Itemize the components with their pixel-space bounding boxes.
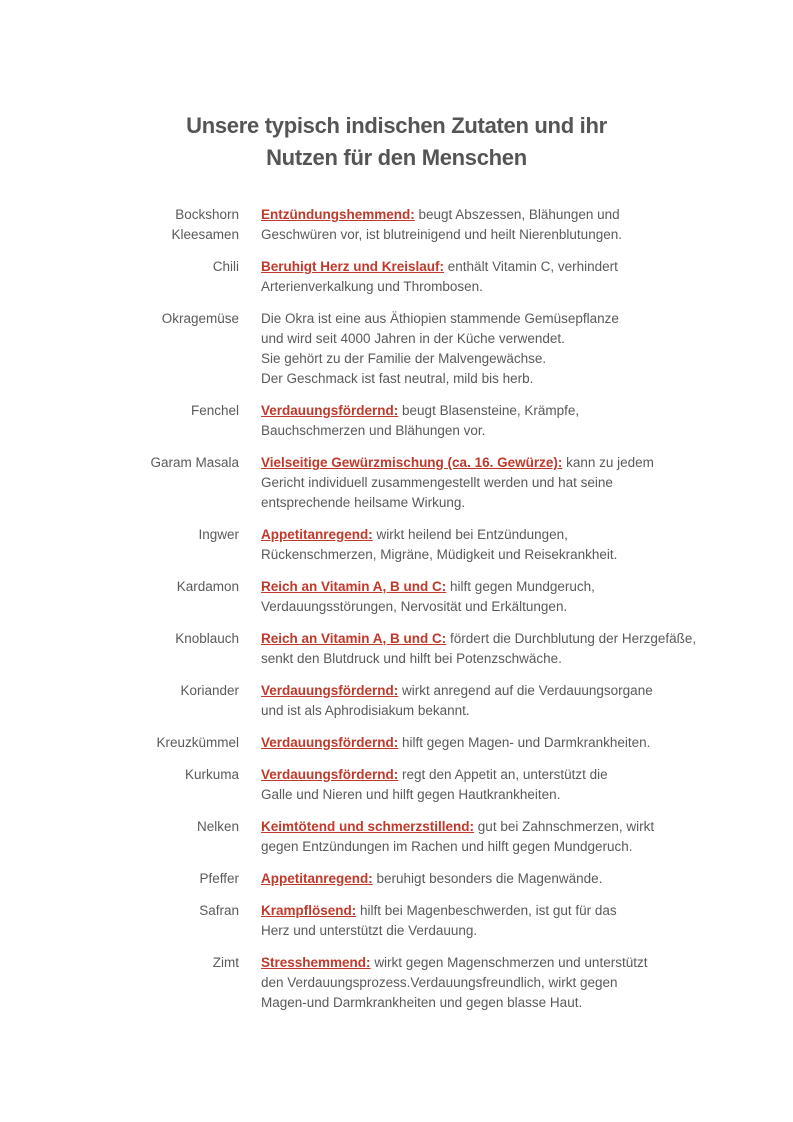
description-text: gut bei Zahnschmerzen, wirkt: [477, 819, 655, 834]
description-line: [261, 257, 731, 277]
ingredient-row: [0, 205, 793, 245]
ingredient-name-line: Kardamon: [176, 579, 239, 594]
description-line: [261, 545, 731, 565]
ingredient-row: [0, 257, 793, 297]
description-line: [261, 329, 731, 349]
ingredient-name: [0, 901, 239, 921]
ingredient-name-line: Nelken: [196, 819, 239, 834]
benefit-keyword: Krampflösend:: [261, 903, 357, 918]
ingredient-name-line: Okragemüse: [161, 311, 239, 326]
benefit-keyword: Entzündungshemmend:: [261, 207, 415, 222]
ingredient-name-line: Garam Masala: [150, 455, 239, 470]
ingredient-row: [0, 453, 793, 513]
ingredient-description: [261, 629, 731, 669]
benefit-keyword: Verdauungsfördernd:: [261, 683, 399, 698]
benefit-keyword: Verdauungsfördernd:: [261, 767, 399, 782]
ingredient-name-line: Safran: [199, 903, 239, 918]
ingredient-row: [0, 401, 793, 441]
description-text: enthält Vitamin C, verhindert: [447, 259, 618, 274]
ingredient-name: [0, 453, 239, 473]
description-text: Sie gehört zu der Familie der Malvengewächse.: [261, 351, 547, 366]
ingredient-description: [261, 869, 731, 889]
description-text: den Verdauungsprozess.Verdauungsfreundlich, wirkt gegen: [261, 975, 618, 990]
description-line: [261, 837, 731, 857]
description-text: hilft gegen Mundgeruch,: [450, 579, 595, 594]
description-text: beruhigt besonders die Magenwände.: [376, 871, 603, 886]
description-line: [261, 369, 731, 389]
description-line: [261, 597, 731, 617]
description-text: Die Okra ist eine aus Äthiopien stammende Gemüsepflanze: [261, 311, 619, 326]
description-line: [261, 309, 731, 329]
ingredient-name-line: Koriander: [180, 683, 239, 698]
ingredient-name: [0, 817, 239, 837]
benefit-keyword: Stresshemmend:: [261, 955, 371, 970]
description-text: wirkt heilend bei Entzündungen,: [376, 527, 568, 542]
ingredient-description: [261, 401, 731, 441]
description-text: Der Geschmack ist fast neutral, mild bis herb.: [261, 371, 534, 386]
description-text: Gericht individuell zusammengestellt werden und hat seine: [261, 475, 613, 490]
ingredient-description: [261, 681, 731, 721]
benefit-keyword: Appetitanregend:: [261, 527, 373, 542]
description-line: [261, 629, 731, 649]
ingredient-name-line: Ingwer: [198, 527, 239, 542]
ingredient-description: [261, 817, 731, 857]
ingredient-row: [0, 577, 793, 617]
description-text: Geschwüren vor, ist blutreinigend und heilt Nierenblutungen.: [261, 227, 622, 242]
ingredient-name-line: Zimt: [212, 955, 239, 970]
description-line: [261, 733, 731, 753]
description-line: [261, 401, 731, 421]
ingredient-row: [0, 309, 793, 389]
benefit-keyword: Vielseitige Gewürzmischung (ca. 16. Gewürze):: [261, 455, 563, 470]
ingredient-description: [261, 525, 731, 565]
description-text: Galle und Nieren und hilft gegen Hautkrankheiten.: [261, 787, 561, 802]
ingredient-list: [0, 205, 793, 1013]
ingredient-description: [261, 901, 731, 941]
ingredient-name: [0, 577, 239, 597]
ingredient-name-line: Kleesamen: [171, 227, 239, 242]
ingredient-name-line: Kurkuma: [184, 767, 239, 782]
ingredient-name: [0, 401, 239, 421]
benefit-keyword: Verdauungsfördernd:: [261, 403, 399, 418]
benefit-keyword: Keimtötend und schmerzstillend:: [261, 819, 475, 834]
description-line: [261, 577, 731, 597]
ingredient-description: [261, 765, 731, 805]
description-text: und wird seit 4000 Jahren in der Küche verwendet.: [261, 331, 565, 346]
ingredient-row: [0, 733, 793, 753]
ingredient-name-line: Chili: [212, 259, 239, 274]
ingredient-description: [261, 953, 731, 1013]
description-text: Rückenschmerzen, Migräne, Müdigkeit und Reisekrankheit.: [261, 547, 618, 562]
description-line: [261, 649, 731, 669]
ingredient-row: [0, 817, 793, 857]
ingredient-name: [0, 765, 239, 785]
description-text: senkt den Blutdruck und hilft bei Potenzschwäche.: [261, 651, 562, 666]
description-text: gegen Entzündungen im Rachen und hilft gegen Mundgeruch.: [261, 839, 633, 854]
benefit-keyword: Verdauungsfördernd:: [261, 735, 399, 750]
description-text: hilft bei Magenbeschwerden, ist gut für das: [360, 903, 617, 918]
description-line: [261, 277, 731, 297]
ingredient-name-line: Fenchel: [190, 403, 239, 418]
ingredient-row: [0, 901, 793, 941]
ingredient-name-line: Knoblauch: [175, 631, 239, 646]
description-line: [261, 901, 731, 921]
ingredient-name: [0, 309, 239, 329]
description-text: Arterienverkalkung und Thrombosen.: [261, 279, 483, 294]
benefit-keyword: Appetitanregend:: [261, 871, 373, 886]
description-text: und ist als Aphrodisiakum bekannt.: [261, 703, 470, 718]
ingredient-name: [0, 257, 239, 277]
description-line: [261, 525, 731, 545]
description-text: regt den Appetit an, unterstützt die: [402, 767, 608, 782]
ingredient-name-line: Pfeffer: [199, 871, 239, 886]
description-line: [261, 765, 731, 785]
ingredient-name-line: Bockshorn: [175, 207, 239, 222]
description-line: [261, 453, 731, 473]
page-title: [0, 110, 793, 174]
description-line: [261, 473, 731, 493]
ingredient-description: [261, 309, 731, 389]
ingredient-name: [0, 953, 239, 973]
ingredient-name: [0, 525, 239, 545]
description-text: Herz und unterstützt die Verdauung.: [261, 923, 478, 938]
description-text: beugt Abszessen, Blähungen und: [418, 207, 620, 222]
ingredient-name-line: Kreuzkümmel: [156, 735, 239, 750]
ingredient-row: [0, 681, 793, 721]
description-text: entsprechende heilsame Wirkung.: [261, 495, 466, 510]
description-line: [261, 921, 731, 941]
ingredient-name: [0, 681, 239, 701]
description-line: [261, 701, 731, 721]
ingredient-name: [0, 629, 239, 649]
description-line: [261, 349, 731, 369]
title-line-2: Nutzen für den Menschen: [266, 145, 527, 170]
description-text: Magen-und Darmkrankheiten und gegen blasse Haut.: [261, 995, 583, 1010]
description-line: [261, 205, 731, 225]
description-line: [261, 493, 731, 513]
ingredient-description: [261, 733, 731, 753]
ingredient-description: [261, 257, 731, 297]
ingredient-row: [0, 953, 793, 1013]
benefit-keyword: Reich an Vitamin A, B und C:: [261, 631, 447, 646]
description-text: Bauchschmerzen und Blähungen vor.: [261, 423, 486, 438]
ingredient-row: [0, 629, 793, 669]
description-line: [261, 993, 731, 1013]
description-text: wirkt gegen Magenschmerzen und unterstützt: [374, 955, 648, 970]
ingredient-description: [261, 577, 731, 617]
ingredient-name: [0, 869, 239, 889]
ingredient-row: [0, 765, 793, 805]
description-line: [261, 421, 731, 441]
description-text: fördert die Durchblutung der Herzgefäße,: [450, 631, 697, 646]
description-line: [261, 869, 731, 889]
ingredient-row: [0, 869, 793, 889]
description-line: [261, 785, 731, 805]
description-line: [261, 225, 731, 245]
ingredient-description: [261, 205, 731, 245]
description-line: [261, 953, 731, 973]
description-text: kann zu jedem: [566, 455, 654, 470]
description-text: Verdauungsstörungen, Nervosität und Erkältungen.: [261, 599, 568, 614]
ingredient-name: [0, 733, 239, 753]
ingredient-row: [0, 525, 793, 565]
description-text: beugt Blasensteine, Krämpfe,: [402, 403, 580, 418]
description-line: [261, 817, 731, 837]
description-line: [261, 681, 731, 701]
ingredient-name: [0, 205, 239, 245]
benefit-keyword: Beruhigt Herz und Kreislauf:: [261, 259, 445, 274]
description-text: wirkt anregend auf die Verdauungsorgane: [402, 683, 653, 698]
ingredient-description: [261, 453, 731, 513]
benefit-keyword: Reich an Vitamin A, B und C:: [261, 579, 447, 594]
description-line: [261, 973, 731, 993]
description-text: hilft gegen Magen- und Darmkrankheiten.: [402, 735, 651, 750]
title-line-1: Unsere typisch indischen Zutaten und ihr: [186, 113, 607, 138]
